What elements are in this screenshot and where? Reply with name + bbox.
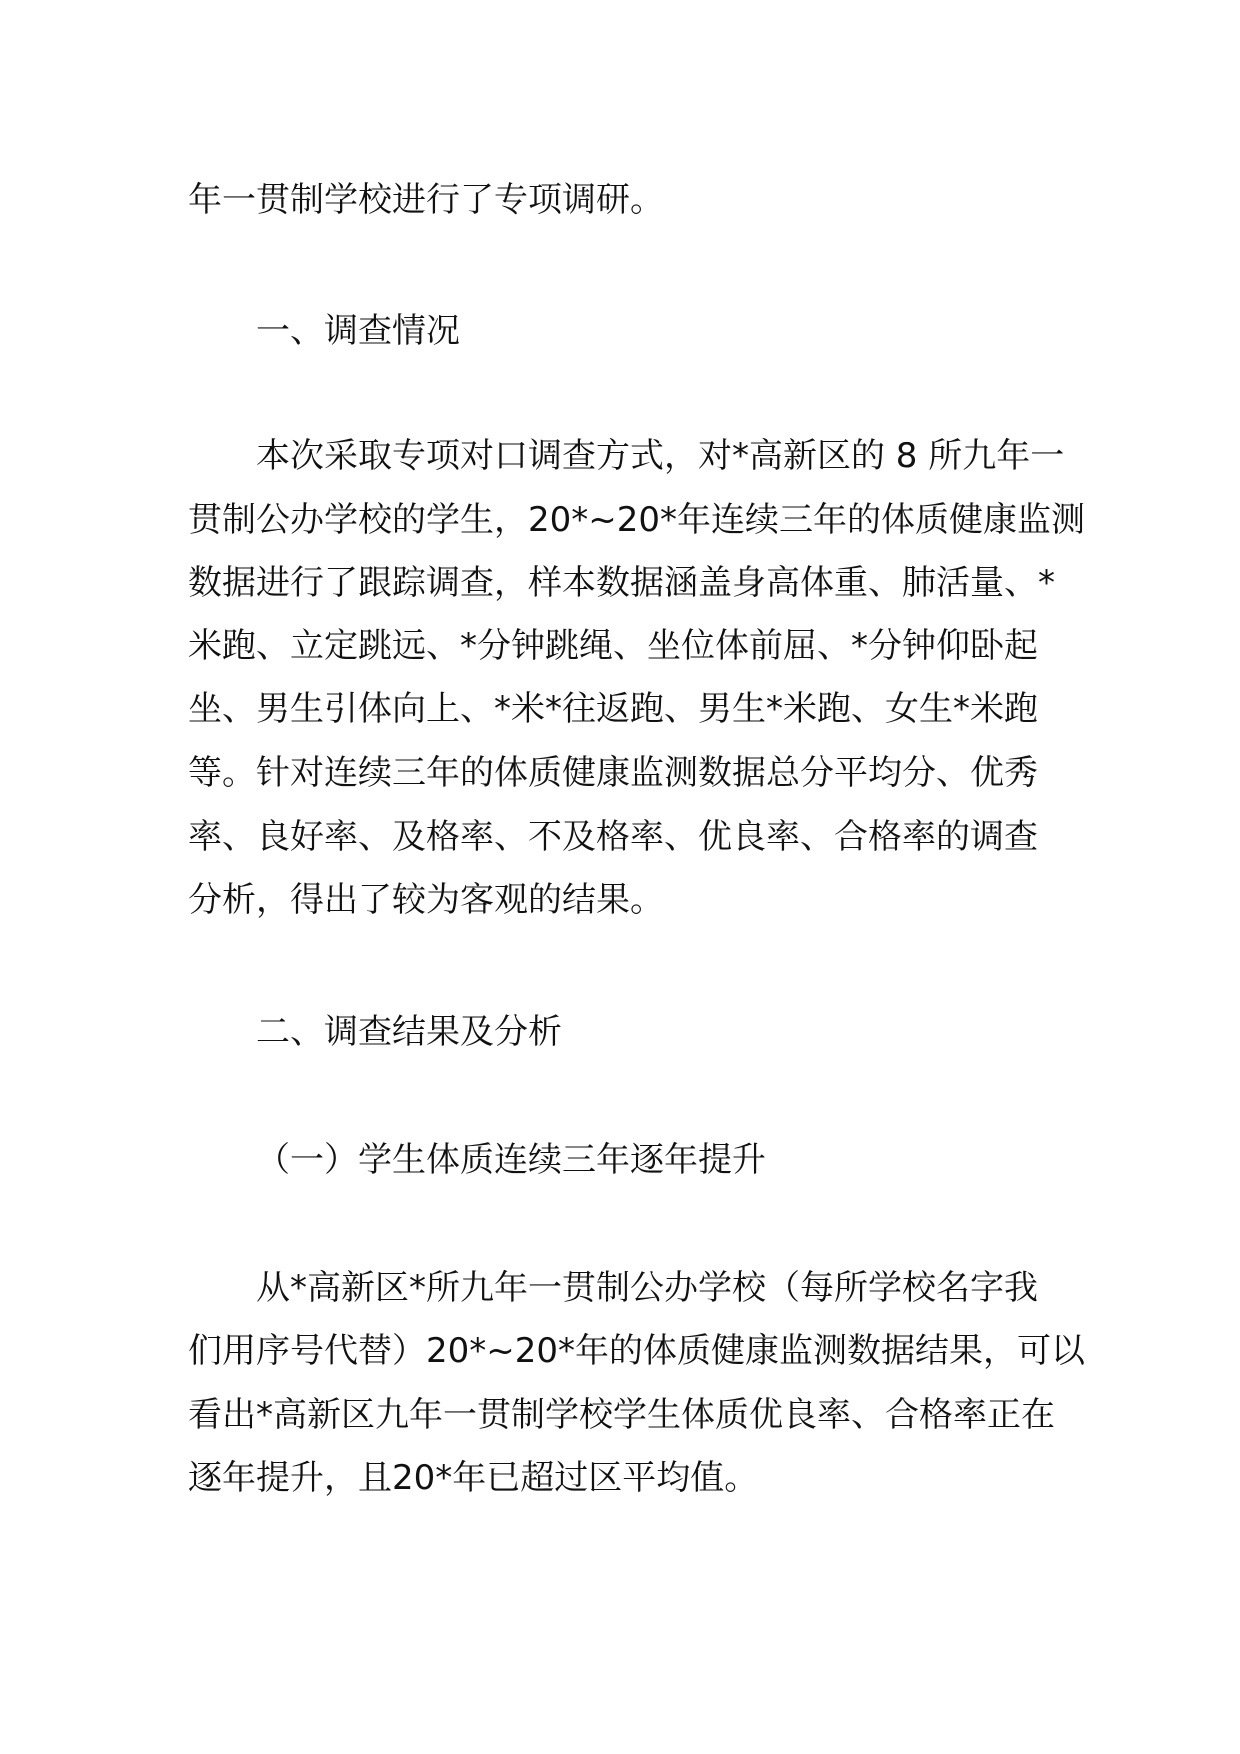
paragraph-1-line-2: 贯制公办学校的学生，20*~20*年连续三年的体质健康监测 bbox=[188, 500, 1086, 540]
paragraph-1-line-5: 坐、男生引体向上、*米*往返跑、男生*米跑、女生*米跑 bbox=[188, 689, 1038, 729]
paragraph-1-line-7: 率、良好率、及格率、不及格率、优良率、合格率的调查 bbox=[188, 817, 1038, 857]
subsection-heading-1: （一）学生体质连续三年逐年提升 bbox=[256, 1140, 766, 1180]
section-heading-2: 二、调查结果及分析 bbox=[256, 1012, 562, 1052]
paragraph-2-line-4: 逐年提升，且20*年已超过区平均值。 bbox=[188, 1458, 759, 1498]
intro-tail-line: 年一贯制学校进行了专项调研。 bbox=[188, 180, 664, 220]
paragraph-1-line-1: 本次采取专项对口调查方式，对*高新区的 8 所九年一 bbox=[256, 436, 1065, 476]
section-heading-1: 一、调查情况 bbox=[256, 311, 460, 351]
paragraph-2-line-2: 们用序号代替）20*~20*年的体质健康监测数据结果，可以 bbox=[188, 1331, 1086, 1371]
paragraph-1-line-3: 数据进行了跟踪调查，样本数据涵盖身高体重、肺活量、* bbox=[188, 563, 1055, 603]
paragraph-1-line-8: 分析，得出了较为客观的结果。 bbox=[188, 880, 664, 920]
paragraph-1-line-4: 米跑、立定跳远、*分钟跳绳、坐位体前屈、*分钟仰卧起 bbox=[188, 626, 1038, 666]
paragraph-2-line-3: 看出*高新区九年一贯制学校学生体质优良率、合格率正在 bbox=[188, 1395, 1055, 1435]
paragraph-1-line-6: 等。针对连续三年的体质健康监测数据总分平均分、优秀 bbox=[188, 753, 1038, 793]
paragraph-2-line-1: 从*高新区*所九年一贯制公办学校（每所学校名字我 bbox=[256, 1268, 1038, 1308]
